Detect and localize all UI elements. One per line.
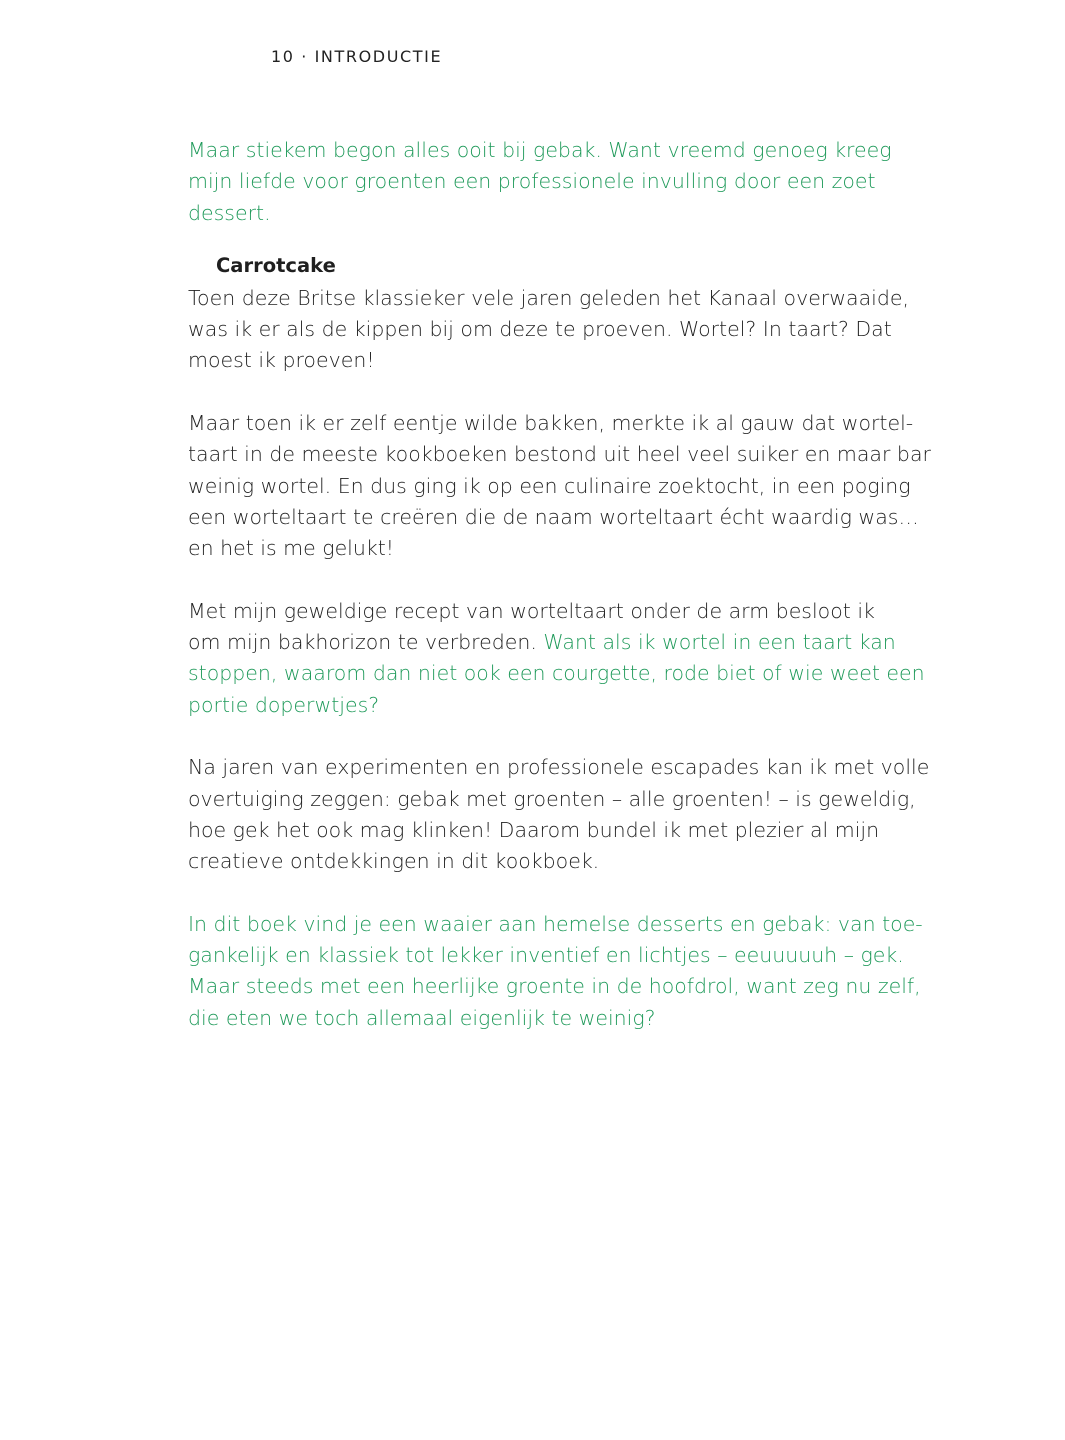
paragraph-line: Na jaren van experimenten en professionele escapades kan ik met volle (188, 755, 930, 780)
paragraph-line: weinig wortel. En dus ging ik op een culinaire zoektocht, in een poging (188, 473, 911, 498)
highlight-line: stoppen, waarom dan niet ook een courgette, rode biet of wie weet een (188, 661, 925, 686)
page-body (188, 135, 948, 1034)
paragraph-line: creatieve ontdekkingen in dit kookboek. (188, 849, 600, 874)
paragraph-2 (188, 408, 948, 564)
paragraph-line: taart in de meeste kookboeken bestond uit heel veel suiker en maar bar (188, 442, 931, 467)
paragraph-line: was ik er als de kippen bij om deze te proeven. Wortel? In taart? Dat (188, 317, 892, 342)
paragraph-4 (188, 752, 948, 877)
intro-line: Maar stiekem begon alles ooit bij gebak. Want vreemd genoeg kreeg (188, 138, 892, 162)
highlight-line: Maar steeds met een heerlijke groente in de hoofdrol, want zeg nu zelf, (188, 974, 921, 999)
paragraph-5 (188, 909, 948, 1034)
paragraph-line: een worteltaart te creëren die de naam worteltaart écht waardig was… (188, 504, 919, 529)
paragraph-line: overtuiging zeggen: gebak met groenten – alle groenten! – is geweldig, (188, 786, 916, 811)
paragraph-line: Maar toen ik er zelf eentje wilde bakken, merkte ik al gauw dat wortel- (188, 411, 914, 436)
paragraph-line: hoe gek het ook mag klinken! Daarom bundel ik met plezier al mijn (188, 817, 880, 842)
intro-line: dessert. (188, 200, 271, 225)
highlight-text: Want als ik wortel in een taart kan (543, 630, 896, 655)
intro-line: mijn liefde voor groenten een professionele invulling door een zoet (188, 169, 876, 194)
highlight-line: gankelijk en klassiek tot lekker inventief en lichtjes – eeuuuuuh – gek. (188, 943, 904, 968)
paragraph-line: moest ik proeven! (188, 348, 375, 373)
paragraph-line: en het is me gelukt! (188, 536, 395, 561)
paragraph-1 (188, 283, 948, 377)
intro-paragraph (188, 135, 948, 229)
highlight-line: portie doperwtjes? (188, 692, 380, 717)
section-heading: Carrotcake (216, 253, 336, 277)
paragraph-line-mixed (188, 627, 948, 658)
running-head: 10 · INTRODUCTIE (271, 47, 443, 66)
paragraph-3 (188, 596, 948, 721)
highlight-line: In dit boek vind je een waaier aan hemelse desserts en gebak: van toe- (188, 911, 923, 936)
highlight-line: die eten we toch allemaal eigenlijk te weinig? (188, 1005, 656, 1030)
paragraph-line: Toen deze Britse klassieker vele jaren geleden het Kanaal overwaaide, (188, 285, 909, 310)
plain-text: om mijn bakhorizon te verbreden. (188, 630, 544, 655)
paragraph-line: Met mijn geweldige recept van worteltaart onder de arm besloot ik (188, 598, 875, 623)
